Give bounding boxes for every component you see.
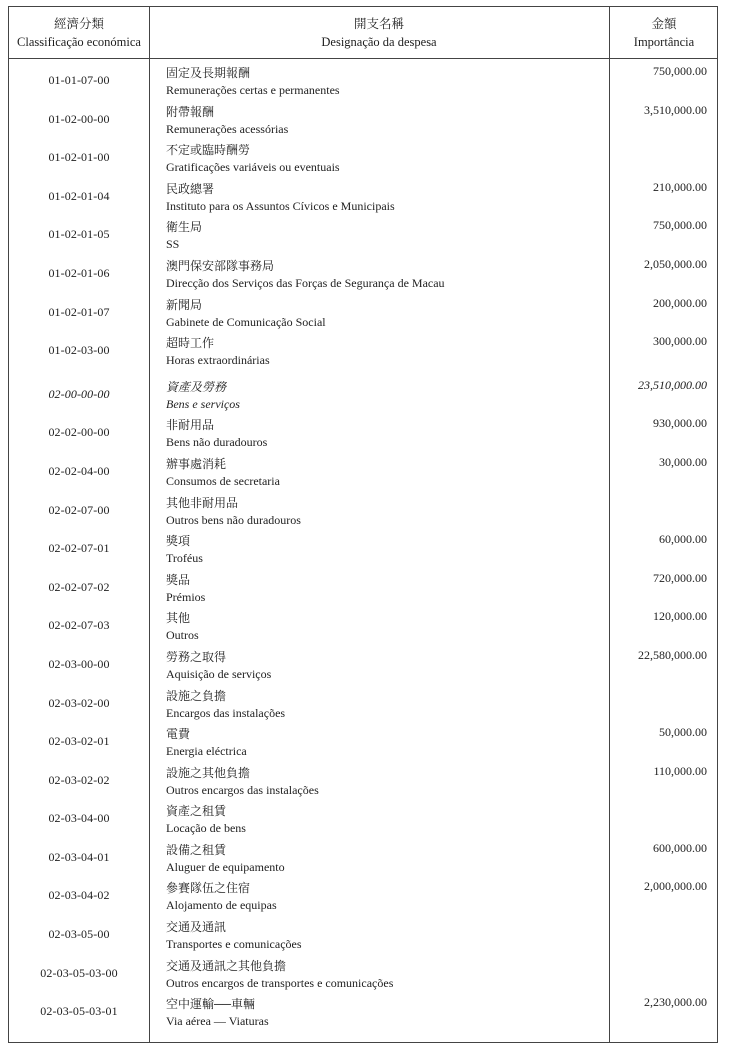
designation-cn: 資產之租賃 <box>166 804 227 819</box>
designation-cn: 空中運輸──車輛 <box>166 997 256 1012</box>
amount: 60,000.00 <box>659 532 707 547</box>
amount: 750,000.00 <box>653 64 707 78</box>
table-row <box>9 140 719 179</box>
table-row <box>9 840 719 879</box>
header-designation-cn: 開支名稱 <box>353 16 404 31</box>
table-row <box>9 608 719 647</box>
economic-code: 02-03-04-02 <box>48 888 110 903</box>
amount: 930,000.00 <box>653 416 707 431</box>
designation-cn: 設施之其他負擔 <box>166 765 251 780</box>
designation-pt: Encargos das instalações <box>166 705 286 720</box>
designation-pt: Outros encargos das instalações <box>166 782 319 797</box>
table-row <box>9 179 719 218</box>
designation-pt: Transportes e comunicações <box>166 937 302 952</box>
designation-pt: Energia eléctrica <box>166 744 247 759</box>
economic-code: 02-03-02-00 <box>48 695 110 710</box>
designation-cn: 交通及通訊 <box>166 920 227 935</box>
header-classification <box>9 7 149 58</box>
designation-pt: Locação de bens <box>166 821 246 836</box>
designation-cn: 電費 <box>166 727 191 742</box>
table-row <box>9 102 719 141</box>
budget-table <box>8 6 718 1043</box>
amount: 300,000.00 <box>653 334 707 349</box>
amount: 3,510,000.00 <box>644 102 707 117</box>
designation-pt: SS <box>166 237 180 252</box>
header-amount-pt: Importância <box>633 34 695 49</box>
designation-pt: Instituto para os Assuntos Cívicos e Municipais <box>166 198 395 213</box>
amount: 720,000.00 <box>653 570 707 585</box>
designation-pt: Direcção dos Serviços das Forças de Segurança de Macau <box>166 275 445 290</box>
economic-code: 02-03-00-00 <box>48 656 110 671</box>
table-row <box>9 917 719 956</box>
designation-cn: 附帶報酬 <box>166 104 215 119</box>
table-row <box>9 454 719 493</box>
table-row <box>9 63 719 102</box>
designation-pt: Outros <box>166 628 199 643</box>
table-row <box>9 724 719 763</box>
designation-cn: 設施之負擔 <box>166 688 227 703</box>
amount: 2,050,000.00 <box>644 256 707 271</box>
designation-cn: 辦事處消耗 <box>166 456 227 471</box>
designation-pt: Horas extraordinárias <box>166 353 270 368</box>
designation-cn: 超時工作 <box>166 336 215 351</box>
economic-code: 01-02-01-06 <box>48 265 110 280</box>
amount: 200,000.00 <box>653 295 707 310</box>
economic-code: 02-03-05-03-01 <box>40 1004 118 1019</box>
designation-cn: 交通及通訊之其他負擔 <box>166 958 287 973</box>
economic-code: 01-02-03-00 <box>48 343 110 358</box>
economic-code: 02-02-00-00 <box>48 425 110 440</box>
economic-code: 02-03-02-02 <box>48 772 110 787</box>
amount: 750,000.00 <box>653 218 707 233</box>
economic-code: 02-03-02-01 <box>48 734 110 749</box>
table-row <box>9 493 719 532</box>
table-row <box>9 956 719 995</box>
designation-cn: 獎品 <box>166 572 191 587</box>
economic-code: 02-03-04-01 <box>48 849 110 864</box>
designation-cn: 衛生局 <box>166 220 203 235</box>
table-row <box>9 256 719 295</box>
economic-code: 02-02-07-00 <box>48 502 110 517</box>
header-designation <box>149 7 609 58</box>
amount: 50,000.00 <box>659 725 707 740</box>
economic-code: 02-02-04-00 <box>48 463 110 478</box>
economic-code: 01-01-07-00 <box>48 73 110 87</box>
header-designation-pt: Designação da despesa <box>321 34 437 49</box>
designation-cn: 其他非耐用品 <box>166 495 239 510</box>
designation-cn: 新聞局 <box>166 297 203 312</box>
economic-code: 01-02-01-00 <box>48 150 110 165</box>
designation-pt: Via aérea — Viaturas <box>166 1014 269 1029</box>
table-row <box>9 763 719 802</box>
amount: 23,510,000.00 <box>638 377 707 392</box>
designation-cn: 固定及長期報酬 <box>166 66 251 80</box>
amount: 2,000,000.00 <box>644 879 707 894</box>
table-row <box>9 647 719 686</box>
table-row <box>9 994 719 1033</box>
economic-code: 02-03-05-03-00 <box>40 965 118 980</box>
table-row <box>9 531 719 570</box>
designation-cn: 資產及勞務 <box>166 379 227 394</box>
amount: 2,230,000.00 <box>644 995 707 1010</box>
table-row-section <box>9 377 719 416</box>
designation-pt: Remunerações certas e permanentes <box>166 83 340 97</box>
economic-code: 02-02-07-02 <box>48 579 110 594</box>
designation-cn: 其他 <box>166 611 191 626</box>
amount: 30,000.00 <box>659 454 707 469</box>
table-row <box>9 415 719 454</box>
designation-pt: Bens e serviços <box>166 396 240 411</box>
designation-cn: 參賽隊伍之住宿 <box>166 881 251 896</box>
amount: 210,000.00 <box>653 179 707 194</box>
economic-code: 02-02-07-01 <box>48 541 110 556</box>
amount: 110,000.00 <box>653 763 707 778</box>
designation-pt: Gratificações variáveis ou eventuais <box>166 160 340 175</box>
designation-cn: 設備之租賃 <box>166 842 227 857</box>
amount: 600,000.00 <box>653 840 707 855</box>
designation-pt: Outros encargos de transportes e comunicações <box>166 975 394 990</box>
designation-cn: 非耐用品 <box>166 418 215 433</box>
economic-code: 01-02-01-04 <box>48 188 110 203</box>
header-amount <box>609 7 719 58</box>
header-divider <box>9 58 717 59</box>
designation-pt: Alojamento de equipas <box>166 898 277 913</box>
economic-code: 02-02-07-03 <box>48 618 110 633</box>
designation-cn: 澳門保安部隊事務局 <box>166 258 275 273</box>
designation-pt: Remunerações acessórias <box>166 121 289 136</box>
header-classification-cn: 經濟分類 <box>53 16 104 31</box>
table-row <box>9 295 719 334</box>
designation-cn: 獎項 <box>166 534 191 549</box>
table-row <box>9 878 719 917</box>
economic-code: 02-00-00-00 <box>48 386 110 401</box>
table-row <box>9 686 719 725</box>
designation-pt: Troféus <box>166 551 203 566</box>
economic-code: 02-03-04-00 <box>48 811 110 826</box>
designation-cn: 民政總署 <box>166 181 215 196</box>
table-row <box>9 801 719 840</box>
designation-pt: Outros bens não duradouros <box>166 512 301 527</box>
header-classification-pt: Classificação económica <box>17 34 141 49</box>
designation-pt: Aquisição de serviços <box>166 666 272 681</box>
table-row <box>9 570 719 609</box>
economic-code: 01-02-01-05 <box>48 227 110 242</box>
amount: 120,000.00 <box>653 609 707 624</box>
designation-cn: 勞務之取得 <box>166 649 227 664</box>
amount: 22,580,000.00 <box>638 647 707 662</box>
designation-cn: 不定或臨時酬勞 <box>166 143 251 158</box>
designation-pt: Consumos de secretaria <box>166 473 280 488</box>
table-row <box>9 333 719 372</box>
economic-code: 02-03-05-00 <box>48 927 110 942</box>
table-body <box>9 63 719 1033</box>
designation-pt: Gabinete de Comunicação Social <box>166 314 326 329</box>
designation-pt: Prémios <box>166 589 206 604</box>
table-row <box>9 217 719 256</box>
header-amount-cn: 金額 <box>651 16 677 31</box>
designation-pt: Bens não duradouros <box>166 435 268 450</box>
economic-code: 01-02-00-00 <box>48 111 110 126</box>
designation-pt: Aluguer de equipamento <box>166 859 285 874</box>
economic-code: 01-02-01-07 <box>48 304 110 319</box>
